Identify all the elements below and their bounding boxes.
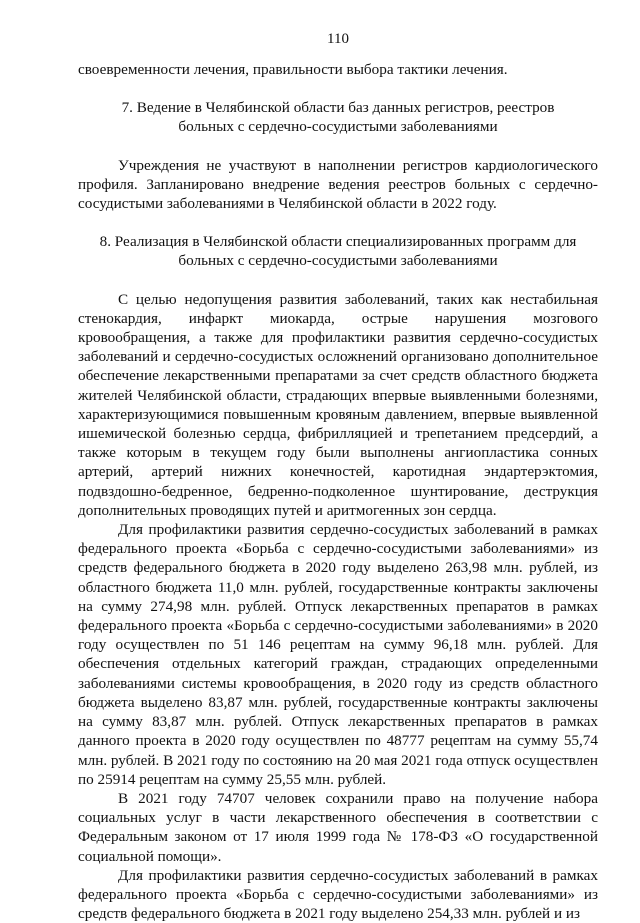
paragraph-registries: Учреждения не участвуют в наполнении регистров кардиологического профиля. Запланировано внедрение ведения реестров больных с сердечно-сосудистыми заболеваниями в Челябинской области в 2022 году. xyxy=(78,156,598,213)
page-number: 110 xyxy=(327,31,349,47)
paragraph-federal-project-2020: Для профилактики развития сердечно-сосудистых заболеваний в рамках федерального проекта «Борьба с сердечно-сосудистыми заболеваниями» из средств федерального бюджета в 2020 году выделено 263,98 млн. рублей, из областного бюджета 11,0 млн. рублей, государственные контракты заключены на сумму 274,98 млн. рублей. Отпуск лекарственных препаратов в рамках федерального проекта «Борьба с сердечно-сосудистыми заболеваниями» в 2020 году осуществлен по 51 146 рецептам на сумму 96,18 млн. рублей. Для обеспечения отдельных категорий граждан, страдающих определенными заболеваниями системы кровообращения, в 2020 году из средств областного бюджета выделено 83,87 млн. рублей, государственные контракты заключены на сумму 83,87 млн. рублей. Отпуск лекарственных препаратов в рамках данного проекта в 2020 году осуществлен по 48777 рецептам на сумму 55,74 млн. рублей. В 2021 году по состоянию на 20 мая 2021 года отпуск осуществлен по 25914 рецептам на сумму 25,55 млн. рублей. xyxy=(78,521,598,788)
section-heading-7: 7. Ведение в Челябинской области баз данных регистров, реестров больных с сердечно-сосудистыми заболеваниями xyxy=(121,99,555,136)
paragraph-prevention: С целью недопущения развития заболеваний, таких как нестабильная стенокардия, инфаркт миокарда, острые нарушения мозгового кровообращения, а также для профилактики развития сердечно-сосудистых заболеваний и сердечно-сосудистых осложнений организовано дополнительное обеспечение лекарственными препаратами за счет средств областного бюджета жителей Челябинской области, страдающих впервые выявленными болезнями, характеризующимися повышенным кровяным давлением, впервые выявленной ишемической болезнью сердца, фибрилляцией и трепетанием предсердий, а также которым в текущем году были выполнены ангиопластика сонных артерий, артерий нижних конечностей, каротидная эндартерэктомия, подвздошно-бедренное, бедренно-подколенное шунтирование, деструкция дополнительных проводящих путей и аритмогенных зон сердца. xyxy=(78,290,598,519)
section-heading-8: 8. Реализация в Челябинской области специализированных программ для больных с сердечно-сосудистыми заболеваниями xyxy=(99,233,577,270)
paragraph-social-services: В 2021 году 74707 человек сохранили право на получение набора социальных услуг в части лекарственного обеспечения в соответствии с Федеральным законом от 17 июля 1999 года № 178-ФЗ «О государственной социальной помощи». xyxy=(78,789,598,865)
document-page xyxy=(78,30,598,923)
paragraph-federal-project-2021: Для профилактики развития сердечно-сосудистых заболеваний в рамках федерального проекта «Борьба с сердечно-сосудистыми заболеваниями» из средств федерального бюджета в 2021 году выделено 254,33 млн. рублей и из xyxy=(78,866,598,923)
paragraph-continuation: своевременности лечения, правильности выбора тактики лечения. xyxy=(78,61,508,78)
